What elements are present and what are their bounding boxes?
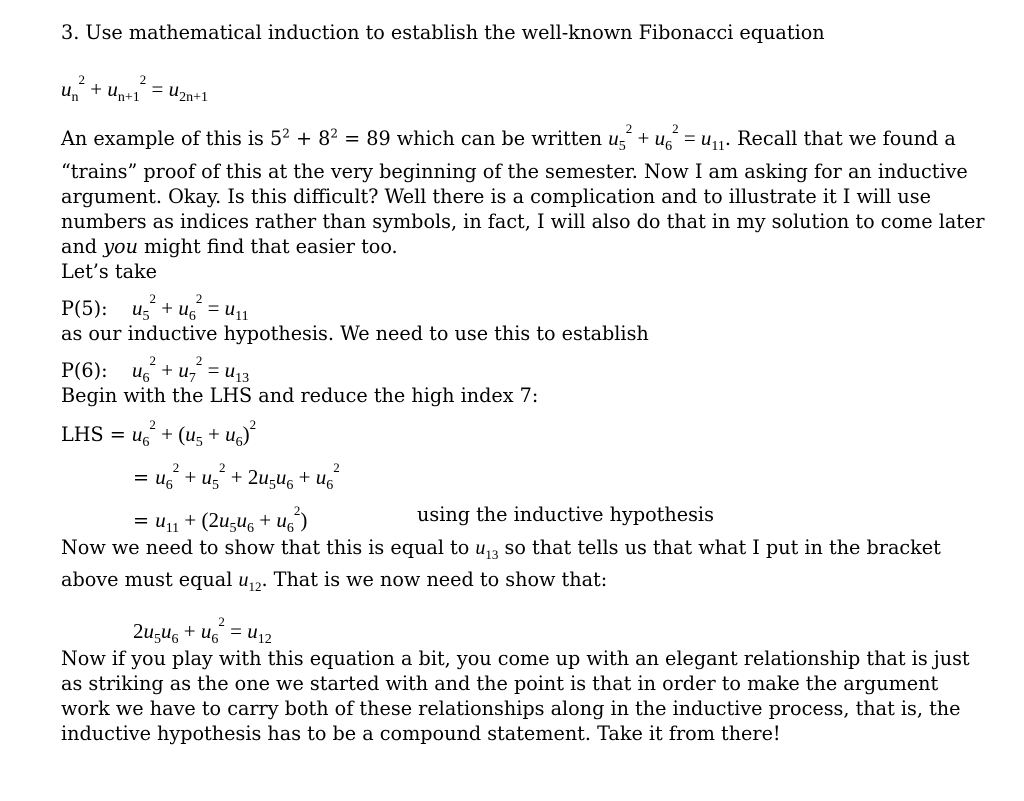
problem-heading: 3. Use mathematical induction to establish the well-known Fibonacci equation bbox=[61, 21, 825, 44]
bracket-paragraph: Now we need to show that this is equal to $u_{13}$ so that tells us that what I put in the bracket above must equal $u_{12}$. That is we now need to show that: bbox=[61, 536, 941, 595]
p5-statement: P(5): $u_5^2 + u_6^2 = u_{11}$ bbox=[61, 291, 249, 325]
document-body bbox=[61, 20, 991, 746]
begin-lhs-text: Begin with the LHS and reduce the high index 7: bbox=[61, 384, 539, 408]
lhs-step-3: = $u_{11} + (2u_5u_6 + u_6^2)$ using the inductive hypothesis bbox=[133, 503, 714, 537]
inductive-hypothesis-note: using the inductive hypothesis bbox=[417, 503, 714, 527]
lets-take-text: Let’s take bbox=[61, 260, 157, 284]
hypothesis-text: as our inductive hypothesis. We need to use this to establish bbox=[61, 322, 649, 346]
target-equation: $2u_5u_6 + u_6^2 = u_{12}$ bbox=[133, 614, 272, 648]
example-equation: $u_5^2 + u_6^2 = u_{11}$ bbox=[608, 121, 725, 155]
intro-paragraph: An example of this is $5^2 + 8^2 = 89$ which can be written $u_5^2 + u_6^2 = u_{11}$. Recall that we found a “trains” proof of this at the very beginning of the semester. Now I am asking for an inductive argument. Okay. Is this difficult? Well there is a complication and to illustrate it I will use numbers as indices rather than symbols, in fact, I will also do that in my solution to come later and you might find that easier too. bbox=[61, 121, 985, 259]
p6-statement: P(6): $u_6^2 + u_7^2 = u_{13}$ bbox=[61, 353, 250, 387]
conclusion-paragraph: Now if you play with this equation a bit, you come up with an elegant relationship that is just as striking as the one we started with and the point is that in order to make the argument work we have to carry both of these relationships along in the inductive process, that is, the inductive hypothesis has to be a compound statement. Take it from there! bbox=[61, 647, 970, 746]
lhs-step-1: LHS = $u_6^2 + (u_5 + u_6)^2$ bbox=[61, 417, 257, 451]
lhs-step-2: = $u_6^2 + u_5^2 + 2u_5u_6 + u_6^2$ bbox=[133, 460, 340, 494]
fibonacci-main-equation: $u_n^2 + u_{n+1}^2 = u_{2n+1}$ bbox=[61, 72, 208, 106]
